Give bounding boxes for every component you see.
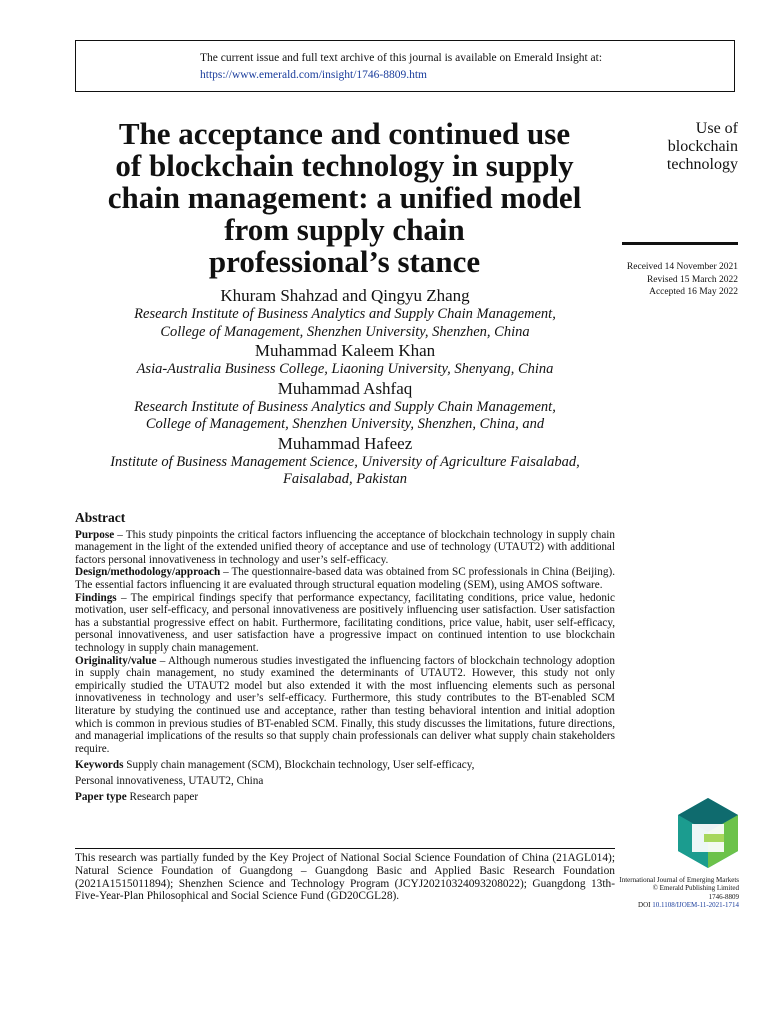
- revised-date: Revised 15 March 2022: [646, 274, 738, 285]
- article-history: [600, 261, 738, 299]
- emerald-logo-icon: [676, 796, 740, 870]
- findings-label: Findings: [75, 591, 117, 604]
- author-name: Muhammad Ashfaq: [277, 378, 413, 398]
- received-date: Received 14 November 2021: [626, 262, 738, 272]
- author-list: [75, 286, 615, 489]
- running-head-line: blockchain: [667, 138, 738, 155]
- keywords-label: Keywords: [75, 759, 124, 772]
- title-line: from supply chain: [224, 212, 465, 247]
- author-affiliation: Institute of Business Management Science, University of Agriculture Faisalabad,: [110, 453, 580, 470]
- journal-issn: 1746-8809: [708, 892, 739, 901]
- doi-label: DOI: [638, 901, 651, 910]
- abstract-heading: Abstract: [75, 510, 126, 525]
- originality-text: – Although numerous studies investigated the influencing factors of blockchain technology adoption in supply chain management, no study examined the determinants of UTAUT2. However, this study not only empirically studied the UTAUT2 model but also extended it with the most influencing elements such as personal innovativeness in technology and user’s self-efficacy. Furthermore, this study contributes to the BT-enabled SCM literature by studying the continued use and acceptance, rather than testing behavioral intention and initial adoption which is common in previous studies of BT-enabled SCM. Finally, this study discusses the limitations, future directions, and managerial implications of the results so that supply chain professionals can deliver what supply chain stakeholders require.: [75, 654, 615, 755]
- author-name: Muhammad Hafeez: [277, 433, 413, 453]
- purpose-label: Purpose: [75, 528, 115, 541]
- author-affiliation: College of Management, Shenzhen University, Shenzhen, China, and: [145, 416, 545, 432]
- journal-info: [615, 876, 739, 910]
- running-head: [630, 120, 738, 174]
- keywords-text: Personal innovativeness, UTAUT2, China: [75, 775, 264, 788]
- abstract-findings: [75, 592, 615, 655]
- originality-label: Originality/value: [75, 654, 157, 667]
- author-affiliation: College of Management, Shenzhen University, Shenzhen, China: [160, 323, 530, 340]
- author-affiliation: Faisalabad, Pakistan: [282, 471, 408, 487]
- author-name: Muhammad Kaleem Khan: [254, 341, 436, 360]
- keywords: [75, 757, 615, 805]
- title-line: chain management: a unified model: [107, 180, 582, 215]
- funding-footnote: This research was partially funded by the Key Project of National Social Science Foundation of China (21AGL014); Natural Science Foundation of Guangdong – Guangdong Basic and Applied Basic Research Foundation (2021A1515011894); Shenzhen Science and Technology Program (JCYJ20210324093208022); Guangdong 13th-Five-Year-Plan Philosophical and Social Science Fund (GD20CGL28).: [75, 852, 615, 903]
- title-line: of blockchain technology in supply: [115, 148, 574, 183]
- archive-notice-box: [75, 40, 735, 92]
- title-line: The acceptance and continued use: [118, 116, 571, 151]
- author-name: Khuram Shahzad and Qingyu Zhang: [220, 286, 470, 305]
- footnote-rule: [75, 848, 615, 849]
- journal-publisher: © Emerald Publishing Limited: [652, 884, 739, 893]
- running-head-line: technology: [666, 156, 738, 173]
- purpose-text: – This study pinpoints the critical factors influencing the acceptance of blockchain technology in supply chain management in the light of the extended unified theory of acceptance and use of technology (UTAUT2) with additional factors personal innovativeness in technology and user’s self-efficacy.: [75, 528, 615, 566]
- paper-title: [72, 118, 617, 278]
- running-head-line: Use of: [695, 120, 738, 137]
- paper-type-label: Paper type: [75, 791, 127, 804]
- title-line: professional’s stance: [208, 244, 481, 279]
- paper-type-text: Research paper: [126, 791, 199, 804]
- doi-link[interactable]: 10.1108/IJOEM-11-2021-1714: [652, 901, 739, 910]
- abstract-section: [75, 512, 615, 805]
- author-affiliation: Research Institute of Business Analytics and Supply Chain Management,: [134, 398, 556, 415]
- findings-text: – The empirical findings specify that performance expectancy, facilitating conditions, price value, hedonic motivation, user self-efficacy, and personal innovativeness are positively influencing user satisfaction. User satisfaction has a substantial progressive effect on habit. Furthermore, facilitating conditions, price value, habit, user self-efficacy, personal innovativeness, and user satisfaction have a progressive impact on continued intention to use blockchain technology in supply chain management.: [75, 591, 615, 654]
- design-label: Design/methodology/approach: [75, 566, 221, 579]
- archive-notice-text: The current issue and full text archive of this journal is available on Emerald Insight at:: [200, 52, 603, 64]
- abstract-purpose: [75, 529, 615, 567]
- running-head-rule: [622, 242, 738, 245]
- abstract-originality: [75, 655, 615, 756]
- author-affiliation: Asia-Australia Business College, Liaoning University, Shenyang, China: [136, 361, 554, 377]
- journal-doi: [615, 901, 739, 909]
- journal-name: International Journal of Emerging Markets: [619, 876, 739, 884]
- journal-url-link[interactable]: https://www.emerald.com/insight/1746-8809.htm: [200, 69, 427, 81]
- keywords-text: Supply chain management (SCM), Blockchain technology, User self-efficacy,: [123, 759, 475, 772]
- accepted-date: Accepted 16 May 2022: [649, 287, 738, 297]
- design-text: – The questionnaire-based data was obtained from SC professionals in China (Beijing). The essential factors influencing it are evaluated through structural equation modeling (SEM), using AMOS software.: [75, 566, 615, 591]
- author-affiliation: Research Institute of Business Analytics and Supply Chain Management,: [134, 306, 556, 322]
- abstract-design: [75, 566, 615, 591]
